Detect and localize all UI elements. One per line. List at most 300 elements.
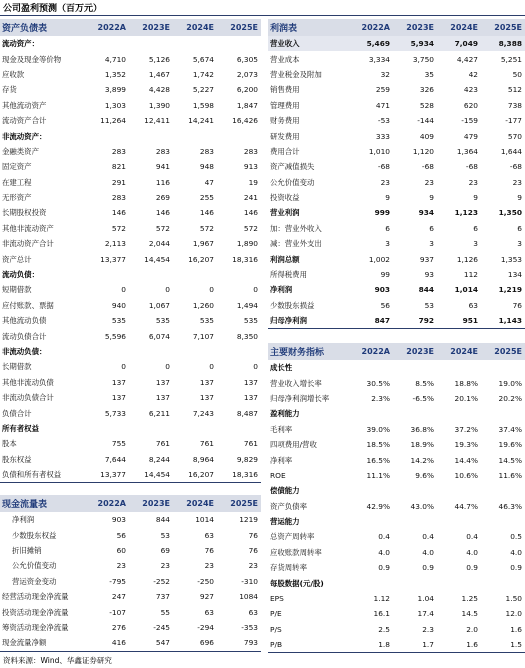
row-label: 成长性 — [270, 363, 293, 373]
row-value: 146 — [111, 208, 126, 218]
row-label: 所得税费用 — [270, 270, 307, 280]
row-value: 17.4 — [417, 609, 434, 619]
row-value: 11.6% — [498, 470, 522, 480]
row-value: 76 — [204, 545, 214, 555]
row-label: 长期股权投资 — [2, 208, 47, 218]
row-value: -68 — [465, 162, 478, 172]
table-row — [0, 251, 261, 266]
row-value: -250 — [197, 576, 214, 586]
row-value: 4,710 — [104, 54, 126, 64]
row-value: 4,427 — [456, 54, 478, 64]
row-value: 1,219 — [498, 285, 522, 295]
row-value: 8,388 — [498, 39, 522, 49]
table-row — [268, 391, 525, 406]
row-value: 7,243 — [192, 408, 214, 418]
row-label: 归母净利润 — [270, 316, 307, 326]
column-header: 2022A — [97, 23, 126, 32]
row-value: -795 — [109, 576, 126, 586]
row-label: EPS — [270, 594, 284, 604]
row-value: 30.5% — [366, 378, 390, 388]
section-row — [268, 406, 525, 421]
row-value: -177 — [505, 116, 522, 126]
row-value: 10.6% — [454, 470, 478, 480]
row-label: 营运资金变动 — [12, 576, 57, 586]
row-label: 净利润 — [12, 515, 35, 525]
row-value: 471 — [375, 100, 390, 110]
row-label: 净利润 — [270, 285, 293, 295]
row-value: 4,428 — [148, 85, 170, 95]
row-value: 951 — [462, 316, 478, 326]
row-label: 固定资产 — [2, 162, 32, 172]
row-label: 归母净利润增长率 — [270, 393, 330, 403]
row-value: 137 — [155, 393, 170, 403]
row-value: -294 — [197, 622, 214, 632]
row-value: 4.0 — [466, 547, 478, 557]
row-label: 营运能力 — [270, 517, 300, 527]
row-value: 0 — [253, 285, 258, 295]
table-header — [268, 19, 525, 36]
row-value: 137 — [111, 377, 126, 387]
row-value: 11.1% — [366, 470, 390, 480]
row-value: 0.9 — [466, 563, 478, 573]
row-value: 76 — [248, 530, 258, 540]
row-value: 1,123 — [454, 208, 478, 218]
table-row — [0, 328, 261, 343]
row-value: 23 — [116, 561, 126, 571]
row-value: 1,364 — [456, 146, 478, 156]
row-value: 1,644 — [500, 146, 522, 156]
row-value: 0 — [209, 285, 214, 295]
row-value: 63 — [248, 607, 258, 617]
row-value: 42 — [468, 69, 478, 79]
row-label: 净利率 — [270, 455, 293, 465]
row-value: 1.04 — [417, 594, 434, 604]
row-value: 137 — [199, 393, 214, 403]
section-row — [0, 344, 261, 359]
row-value: 1.50 — [505, 594, 522, 604]
row-value: 1,067 — [148, 300, 170, 310]
row-value: 16,426 — [232, 116, 258, 126]
row-value: -310 — [241, 576, 258, 586]
table-row — [268, 128, 525, 143]
row-label: 折旧摊销 — [12, 545, 42, 555]
row-value: -68 — [509, 162, 522, 172]
row-label: 股本 — [2, 439, 17, 449]
row-value: 1,390 — [148, 100, 170, 110]
table-row — [0, 298, 261, 313]
row-label: 毛利率 — [270, 424, 293, 434]
row-value: 39.0% — [366, 424, 390, 434]
row-value: 0 — [165, 285, 170, 295]
table-row — [0, 82, 261, 97]
table-row — [268, 51, 525, 66]
table-bottom-rule — [268, 328, 525, 329]
table-row — [268, 205, 525, 220]
row-value: -353 — [241, 622, 258, 632]
row-value: 63 — [204, 530, 214, 540]
row-label: 短期借款 — [2, 285, 32, 295]
row-value: 2.0 — [466, 624, 478, 634]
table-row — [0, 359, 261, 374]
row-value: 512 — [507, 85, 522, 95]
row-value: 1,014 — [454, 285, 478, 295]
row-value: 6 — [385, 223, 390, 233]
row-label: 营业收入 — [270, 39, 300, 49]
row-value: 0.4 — [422, 532, 434, 542]
row-label: 利润总额 — [270, 254, 300, 264]
row-label: 营业收入增长率 — [270, 378, 322, 388]
row-value: 4.0 — [510, 547, 522, 557]
row-value: 247 — [111, 592, 126, 602]
row-value: 56 — [380, 300, 390, 310]
row-value: 137 — [243, 393, 258, 403]
row-value: 112 — [463, 270, 478, 280]
row-value: 46.3% — [498, 501, 522, 511]
row-value: 19 — [248, 177, 258, 187]
table-row — [268, 144, 525, 159]
row-value: 276 — [111, 622, 126, 632]
row-value: 18.9% — [410, 440, 434, 450]
row-value: 5,227 — [192, 85, 214, 95]
row-label: 存货 — [2, 85, 17, 95]
column-header: 2024E — [186, 23, 214, 32]
row-value: 1.6 — [510, 624, 522, 634]
row-label: 其他非流动负债 — [2, 377, 54, 387]
row-value: 844 — [155, 515, 170, 525]
table-row — [268, 236, 525, 251]
row-value: 291 — [111, 177, 126, 187]
table-row — [268, 452, 525, 467]
row-value: 1014 — [195, 515, 214, 525]
row-value: 11,264 — [100, 116, 126, 126]
row-label: 其他流动资产 — [2, 100, 47, 110]
row-value: 1,353 — [500, 254, 522, 264]
section-row — [268, 575, 525, 590]
row-value: 9 — [473, 193, 478, 203]
row-value: 283 — [243, 146, 258, 156]
row-value: 535 — [243, 316, 258, 326]
row-value: 572 — [199, 223, 214, 233]
row-label: 每股数据(元/股) — [270, 578, 324, 588]
table-row — [268, 375, 525, 390]
row-value: 63 — [204, 607, 214, 617]
table-row — [0, 390, 261, 405]
row-value: 50 — [512, 69, 522, 79]
row-label: 销售费用 — [270, 85, 300, 95]
row-label: 负债和所有者权益 — [2, 470, 62, 480]
row-label: 股东权益 — [2, 454, 32, 464]
row-value: 821 — [111, 162, 126, 172]
row-value: 1,352 — [104, 69, 126, 79]
row-value: 793 — [243, 638, 258, 648]
row-label: 流动负债： — [2, 270, 39, 280]
row-value: 259 — [375, 85, 390, 95]
table-row — [268, 190, 525, 205]
row-label: 偿债能力 — [270, 486, 300, 496]
row-value: 409 — [419, 131, 434, 141]
table-row — [0, 159, 261, 174]
row-value: 3,750 — [412, 54, 434, 64]
row-value: 2,113 — [104, 239, 126, 249]
row-value: 844 — [418, 285, 434, 295]
row-value: 333 — [375, 131, 390, 141]
row-value: 8,964 — [192, 454, 214, 464]
row-value: 2.3 — [422, 624, 434, 634]
table-row — [268, 175, 525, 190]
row-value: 755 — [111, 439, 126, 449]
row-value: 1219 — [239, 515, 258, 525]
row-value: 14.2% — [410, 455, 434, 465]
row-value: 3 — [517, 239, 522, 249]
row-value: 1.6 — [466, 640, 478, 650]
row-value: -107 — [109, 607, 126, 617]
row-label: 所有者权益 — [2, 423, 39, 433]
row-label: 减：营业外支出 — [270, 239, 322, 249]
table-row — [268, 267, 525, 282]
row-value: 620 — [463, 100, 478, 110]
row-label: P/B — [270, 640, 283, 650]
table-row — [0, 67, 261, 82]
row-value: 3,899 — [104, 85, 126, 95]
row-label: 资产总计 — [2, 254, 32, 264]
table-row — [0, 574, 261, 589]
row-value: 23 — [160, 561, 170, 571]
row-value: 0.5 — [510, 532, 522, 542]
row-value: 6,200 — [236, 85, 258, 95]
row-label: 四项费用/营收 — [270, 440, 317, 450]
row-value: 20.1% — [454, 393, 478, 403]
row-value: 1.5 — [510, 640, 522, 650]
row-value: 927 — [199, 592, 214, 602]
row-value: 941 — [155, 162, 170, 172]
table-row — [0, 512, 261, 527]
row-value: 14.5% — [498, 455, 522, 465]
section-row — [0, 267, 261, 282]
row-value: 42.9% — [366, 501, 390, 511]
row-value: -6.5% — [412, 393, 434, 403]
section-row — [268, 360, 525, 375]
table-row — [268, 282, 525, 297]
row-value: 7,049 — [454, 39, 478, 49]
row-value: 5,596 — [104, 331, 126, 341]
table-header — [0, 19, 261, 36]
row-value: 6 — [429, 223, 434, 233]
table-row — [268, 591, 525, 606]
row-value: 18.8% — [454, 378, 478, 388]
row-value: 1.12 — [373, 594, 390, 604]
row-value: 14.4% — [454, 455, 478, 465]
table-row — [0, 635, 261, 650]
row-value: 1,847 — [236, 100, 258, 110]
row-value: 572 — [155, 223, 170, 233]
row-value: 283 — [199, 146, 214, 156]
row-label: 非流动资产： — [2, 131, 47, 141]
row-value: 696 — [199, 638, 214, 648]
row-value: 241 — [243, 193, 258, 203]
table-row — [0, 51, 261, 66]
row-value: 19.0% — [498, 378, 522, 388]
row-value: 547 — [155, 638, 170, 648]
row-label: 非流动资产合计 — [2, 239, 54, 249]
table-bottom-rule — [0, 482, 261, 483]
column-header: 2023E — [142, 23, 170, 32]
row-value: 5,674 — [192, 54, 214, 64]
row-value: 2.3% — [371, 393, 390, 403]
table-row — [268, 251, 525, 266]
row-value: -68 — [377, 162, 390, 172]
row-value: 999 — [374, 208, 390, 218]
row-value: 16.1 — [373, 609, 390, 619]
row-label: 非流动负债： — [2, 347, 47, 356]
row-value: 0 — [253, 362, 258, 372]
table-title: 利润表 — [270, 24, 298, 34]
row-value: -68 — [421, 162, 434, 172]
row-value: 56 — [116, 530, 126, 540]
row-value: 76 — [248, 545, 258, 555]
row-value: 761 — [243, 439, 258, 449]
row-value: 9 — [517, 193, 522, 203]
column-header: 2025E — [494, 347, 522, 356]
table-header — [268, 343, 525, 360]
row-value: 5,934 — [410, 39, 434, 49]
row-value: 23 — [380, 177, 390, 187]
row-value: 16,207 — [188, 254, 214, 264]
row-value: 5,126 — [148, 54, 170, 64]
table-title: 资产负债表 — [2, 24, 48, 34]
row-value: 1,120 — [412, 146, 434, 156]
table-row — [0, 113, 261, 128]
row-value: 423 — [463, 85, 478, 95]
row-value: 940 — [111, 300, 126, 310]
row-label: 应收款 — [2, 69, 25, 79]
row-value: 23 — [512, 177, 522, 187]
row-value: 60 — [116, 545, 126, 555]
table-row — [0, 405, 261, 420]
table-row — [268, 298, 525, 313]
row-label: 长期借款 — [2, 362, 32, 372]
row-value: 53 — [160, 530, 170, 540]
row-value: 8,350 — [236, 331, 258, 341]
row-label: 营业成本 — [270, 54, 300, 64]
row-label: 研发费用 — [270, 131, 300, 141]
column-header: 2022A — [361, 347, 390, 356]
row-value: 93 — [424, 270, 434, 280]
row-value: 53 — [424, 300, 434, 310]
row-value: 137 — [199, 377, 214, 387]
row-value: 847 — [374, 316, 390, 326]
row-value: 269 — [155, 193, 170, 203]
row-value: 1,967 — [192, 239, 214, 249]
table-row — [268, 606, 525, 621]
row-value: 535 — [199, 316, 214, 326]
row-value: 9,829 — [236, 454, 258, 464]
section-row — [268, 483, 525, 498]
row-value: 528 — [419, 100, 434, 110]
row-value: 1,467 — [148, 69, 170, 79]
row-value: 416 — [111, 638, 126, 648]
table-row — [0, 236, 261, 251]
title-divider — [0, 15, 525, 16]
row-label: 经营活动现金净流量 — [2, 592, 69, 602]
row-value: 18.5% — [366, 440, 390, 450]
column-header: 2024E — [186, 499, 214, 508]
row-value: 19.6% — [498, 440, 522, 450]
income-statement-panel — [268, 19, 525, 329]
row-label: 加：营业外收入 — [270, 223, 322, 233]
row-value: 47 — [204, 177, 214, 187]
row-value: 146 — [243, 208, 258, 218]
row-value: 0 — [121, 285, 126, 295]
table-row — [0, 452, 261, 467]
row-value: 35 — [424, 69, 434, 79]
column-header: 2023E — [406, 347, 434, 356]
row-label: 存货周转率 — [270, 563, 307, 573]
table-row — [268, 468, 525, 483]
section-row — [0, 128, 261, 143]
row-value: 0 — [165, 362, 170, 372]
row-value: 535 — [111, 316, 126, 326]
table-bottom-rule — [268, 652, 525, 653]
row-label: 总资产周转率 — [270, 532, 315, 542]
row-value: 137 — [111, 393, 126, 403]
table-row — [0, 589, 261, 604]
row-value: 1,260 — [192, 300, 214, 310]
row-value: 76 — [512, 300, 522, 310]
section-row — [268, 514, 525, 529]
row-label: 无形资产 — [2, 193, 32, 203]
row-value: 1.8 — [378, 640, 390, 650]
row-value: 8,244 — [148, 454, 170, 464]
row-label: 营业税金及附加 — [270, 69, 322, 79]
row-value: 19.3% — [454, 440, 478, 450]
row-value: 37.2% — [454, 424, 478, 434]
row-value: 1,002 — [368, 254, 390, 264]
row-value: 4.0 — [378, 547, 390, 557]
row-value: 9 — [429, 193, 434, 203]
row-label: 财务费用 — [270, 116, 300, 126]
row-label: 资产负债率 — [270, 501, 307, 511]
row-value: 5,469 — [366, 39, 390, 49]
row-label: 其他非流动资产 — [2, 223, 54, 233]
row-value: 255 — [199, 193, 214, 203]
column-header: 2022A — [97, 499, 126, 508]
row-value: -159 — [461, 116, 478, 126]
row-value: 37.4% — [498, 424, 522, 434]
row-value: 937 — [419, 254, 434, 264]
row-value: 6,305 — [236, 54, 258, 64]
row-label: 非流动负债合计 — [2, 393, 54, 403]
column-header: 2025E — [230, 499, 258, 508]
row-value: 134 — [507, 270, 522, 280]
row-value: -252 — [153, 576, 170, 586]
balance-sheet-panel — [0, 19, 261, 483]
row-value: 12,411 — [144, 116, 170, 126]
row-value: 326 — [419, 85, 434, 95]
row-value: 14,454 — [144, 470, 170, 480]
row-value: 137 — [155, 377, 170, 387]
row-value: 23 — [424, 177, 434, 187]
table-row — [0, 467, 261, 482]
row-value: 3 — [385, 239, 390, 249]
row-value: 2,073 — [236, 69, 258, 79]
column-header: 2024E — [450, 23, 478, 32]
row-value: 4.0 — [422, 547, 434, 557]
row-value: 570 — [507, 131, 522, 141]
table-row — [0, 221, 261, 236]
row-value: 1,742 — [192, 69, 214, 79]
row-label: 流动资产： — [2, 39, 39, 49]
table-row — [0, 620, 261, 635]
